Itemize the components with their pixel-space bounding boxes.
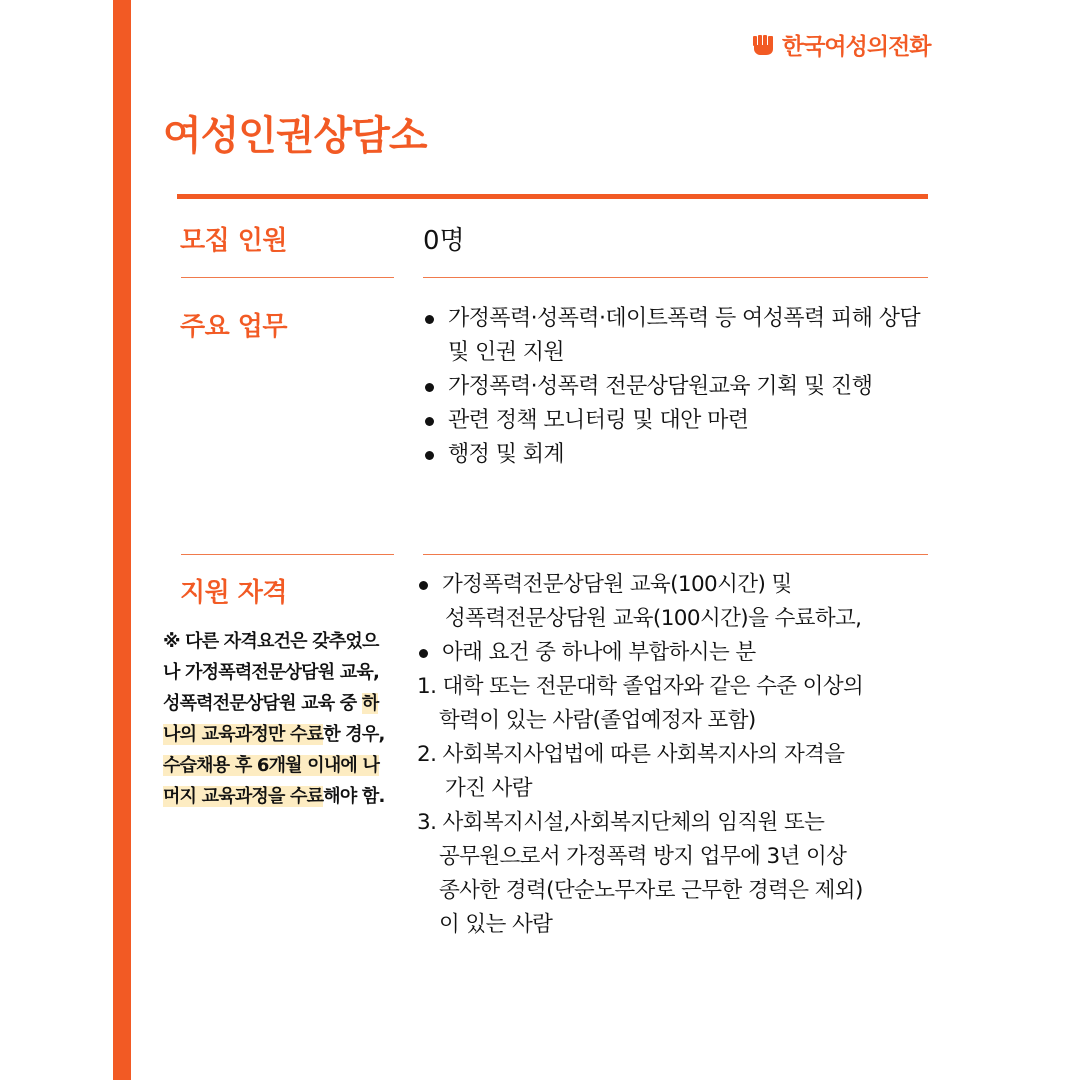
note-text: 해야 함. — [323, 786, 385, 807]
duties-label: 주요 업무 — [180, 312, 288, 342]
section-divider — [181, 277, 394, 278]
duty-item: 가정폭력·성폭력 전문상담원교육 기획 및 진행 — [423, 370, 943, 404]
recruit-value: 0명 — [423, 226, 465, 256]
requirement-item-continued: 종사한 경력(단순노무자로 근무한 경력은 제외) — [439, 878, 863, 903]
brand-logo — [752, 28, 931, 61]
recruit-label: 모집 인원 — [180, 226, 288, 256]
note-text: 한 경우, — [323, 724, 385, 745]
qualification-item: 아래 요건 중 하나에 부합하시는 분 — [415, 636, 935, 670]
raised-fist-icon — [752, 34, 774, 56]
qualifications-list — [415, 568, 935, 942]
section-divider — [423, 277, 928, 278]
qualifications-label: 지원 자격 — [180, 578, 288, 608]
requirement-item-continued: 가진 사람 — [445, 776, 532, 801]
duties-list — [423, 302, 943, 472]
section-divider — [423, 554, 928, 555]
requirement-item: 2. 사회복지사업법에 따른 사회복지사의 자격을 — [417, 742, 845, 767]
requirement-item: 3. 사회복지시설,사회복지단체의 임직원 또는 — [417, 810, 825, 835]
requirement-item-continued: 이 있는 사람 — [439, 912, 553, 937]
qualification-note — [163, 626, 393, 812]
page-title: 여성인권상담소 — [163, 113, 427, 159]
title-divider — [177, 194, 928, 199]
brand-name: 한국여성의전화 — [782, 34, 931, 60]
note-highlight: 하나의 교육과정만 수료 — [163, 693, 379, 745]
note-highlight: 수습채용 후 6개월 이내에 나머지 교육과정을 수료 — [163, 755, 380, 807]
requirement-item: 1. 대학 또는 전문대학 졸업자와 같은 수준 이상의 — [417, 674, 864, 699]
requirement-item-continued: 공무원으로서 가정폭력 방지 업무에 3년 이상 — [439, 844, 847, 869]
qualification-item: 가정폭력전문상담원 교육(100시간) 및 — [415, 568, 935, 602]
note-text: ※ 다른 자격요건은 갖추었으나 가정폭력전문상담원 교육, 성폭력전문상담원 교육 중 — [163, 631, 380, 714]
duty-item: 관련 정책 모니터링 및 대안 마련 — [423, 404, 943, 438]
duty-item: 행정 및 회계 — [423, 438, 943, 472]
qualification-item-continued: 성폭력전문상담원 교육(100시간)을 수료하고, — [445, 606, 862, 631]
duty-item: 가정폭력·성폭력·데이트폭력 등 여성폭력 피해 상담 및 인권 지원 — [423, 302, 943, 370]
requirement-item-continued: 학력이 있는 사람(졸업예정자 포함) — [439, 708, 756, 733]
left-accent-bar — [113, 0, 131, 1080]
section-divider — [181, 554, 394, 555]
